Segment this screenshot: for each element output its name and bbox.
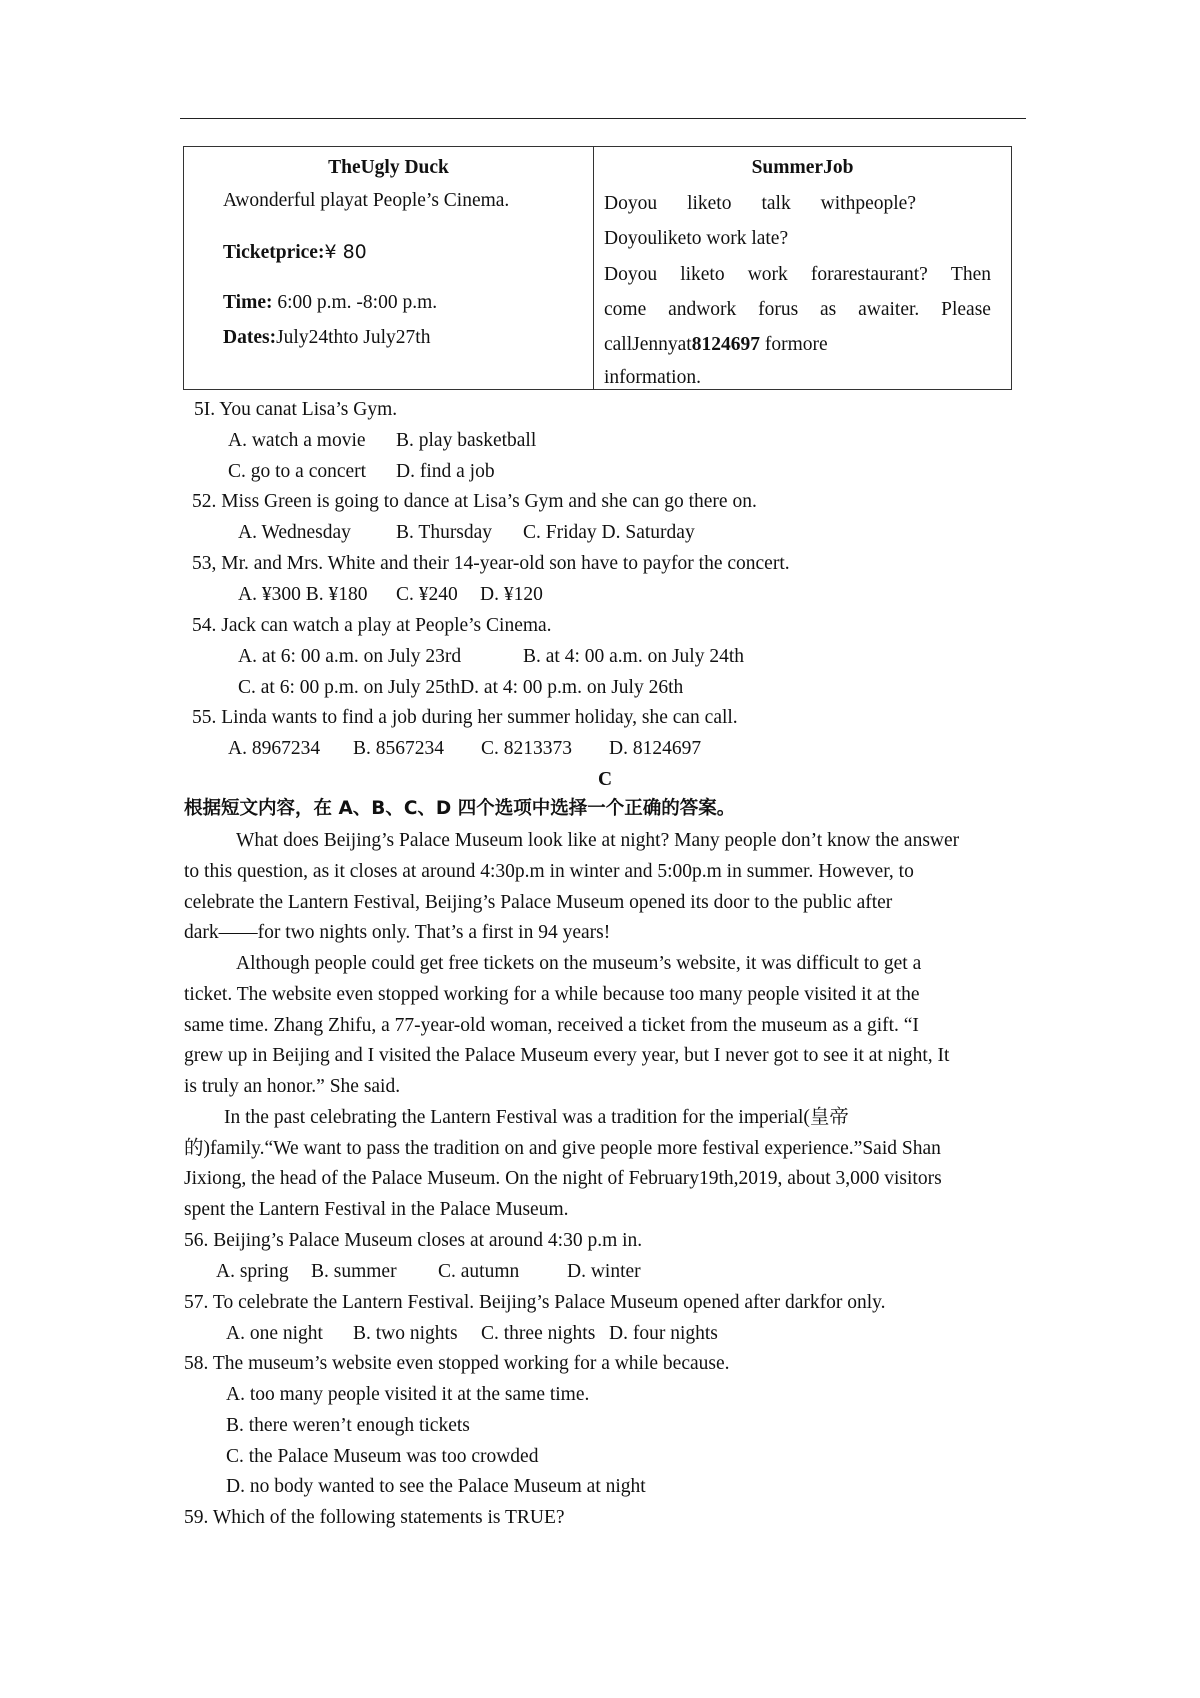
question-56: 56. Beijing’s Palace Museum closes at around 4:30 p.m in. xyxy=(184,1230,643,1251)
option: C. autumn xyxy=(438,1261,520,1282)
option: C. Friday D. Saturday xyxy=(523,522,695,543)
passage-line: to this question, as it closes at around 4:30p.m in winter and 5:00p.m in summer. However, to xyxy=(184,861,914,882)
word: liketo xyxy=(687,193,732,214)
question-57: 57. To celebrate the Lantern Festival. Beijing’s Palace Museum opened after darkfor only. xyxy=(184,1292,886,1313)
question-54: 54. Jack can watch a play at People’s Cinema. xyxy=(192,615,552,636)
ad-title: SummerJob xyxy=(751,157,854,178)
option: D. four nights xyxy=(609,1323,718,1344)
passage-line: Jixiong, the head of the Palace Museum. On the night of February19th,2019, about 3,000 visitors xyxy=(184,1168,942,1189)
dates-label: Dates: xyxy=(223,327,277,348)
time-label: Time: xyxy=(223,292,273,313)
word: forarestaurant? xyxy=(810,264,928,285)
word: come xyxy=(604,299,647,320)
question-51: 5I. You canat Lisa’s Gym. xyxy=(194,399,398,420)
word: forus xyxy=(758,299,799,320)
option: C. the Palace Museum was too crowded xyxy=(226,1446,539,1467)
word: liketo xyxy=(680,264,725,285)
question-58: 58. The museum’s website even stopped working for a while because. xyxy=(184,1353,730,1374)
section-instruction: 根据短文内容，在 A、B、C、D 四个选项中选择一个正确的答案。 xyxy=(184,798,736,819)
option: C. ¥240 xyxy=(396,584,458,605)
option: B. at 4: 00 a.m. on July 24th xyxy=(523,646,744,667)
word: Doyou xyxy=(604,193,658,214)
word: Please xyxy=(941,299,991,320)
ad-description: Awonderful playat People’s Cinema. xyxy=(223,190,510,211)
job-line-6: information. xyxy=(604,367,701,388)
option: A. ¥300 B. ¥180 xyxy=(238,584,368,605)
passage-line: dark——for two nights only. That’s a first in 94 years! xyxy=(184,922,611,943)
option: A. Wednesday xyxy=(238,522,351,543)
question-59: 59. Which of the following statements is TRUE? xyxy=(184,1507,565,1528)
question-55: 55. Linda wants to find a job during her summer holiday, she can call. xyxy=(192,707,738,728)
option: B. there weren’t enough tickets xyxy=(226,1415,470,1436)
word: work xyxy=(747,264,788,285)
word: as xyxy=(820,299,837,320)
ticket-price xyxy=(223,241,367,264)
section-letter: C xyxy=(598,769,613,790)
option: A. 8967234 xyxy=(228,738,321,759)
show-time xyxy=(223,292,437,314)
dates-value: July24thto July27th xyxy=(276,327,431,348)
ad-summer-job xyxy=(594,147,1011,389)
option: D. winter xyxy=(567,1261,641,1282)
option: A. spring xyxy=(216,1261,289,1282)
option: C. 8213373 xyxy=(481,738,573,759)
option: D. 8124697 xyxy=(609,738,702,759)
option: A. at 6: 00 a.m. on July 23rd xyxy=(238,646,462,667)
option: C. at 6: 00 p.m. on July 25thD. at 4: 00 p.m. on July 26th xyxy=(238,677,684,698)
passage-line: In the past celebrating the Lantern Festival was a tradition for the imperial(皇帝 xyxy=(224,1107,849,1128)
word: Then xyxy=(950,264,991,285)
option: B. Thursday xyxy=(396,522,493,543)
word: Doyou xyxy=(604,264,658,285)
call-text: callJennyat xyxy=(604,334,692,355)
word: andwork xyxy=(668,299,737,320)
ticket-price-value: ¥ 80 xyxy=(324,241,367,263)
header-rule xyxy=(180,118,1026,119)
option: D. ¥120 xyxy=(480,584,543,605)
option: B. 8567234 xyxy=(353,738,445,759)
passage-line: is truly an honor.” She said. xyxy=(184,1076,401,1097)
ad-table xyxy=(183,146,1012,390)
show-dates xyxy=(223,327,430,349)
option: A. watch a movie xyxy=(228,430,366,451)
passage-line: What does Beijing’s Palace Museum look like at night? Many people don’t know the answer xyxy=(236,830,960,851)
option: B. summer xyxy=(311,1261,397,1282)
ticket-price-label: Ticketprice: xyxy=(223,242,325,263)
phone-number: 8124697 xyxy=(691,334,760,355)
question-52: 52. Miss Green is going to dance at Lisa’s Gym and she can go there on. xyxy=(192,491,757,512)
option: B. two nights xyxy=(353,1323,458,1344)
option: A. too many people visited it at the same time. xyxy=(226,1384,590,1405)
option: A. one night xyxy=(226,1323,323,1344)
passage-line: same time. Zhang Zhifu, a 77-year-old woman, received a ticket from the museum as a gift. “I xyxy=(184,1015,919,1036)
word: awaiter. xyxy=(858,299,920,320)
option: C. three nights xyxy=(481,1323,596,1344)
option: D. find a job xyxy=(396,461,495,482)
option: B. play basketball xyxy=(396,430,537,451)
question-53: 53, Mr. and Mrs. White and their 14-year-old son have to payfor the concert. xyxy=(192,553,790,574)
option: C. go to a concert xyxy=(228,461,367,482)
passage-line: 的)family.“We want to pass the tradition on and give people more festival experience.”Said Shan xyxy=(184,1138,941,1159)
time-value: 6:00 p.m. -8:00 p.m. xyxy=(272,292,438,313)
ad-ugly-duck xyxy=(184,147,594,389)
word: withpeople? xyxy=(820,193,916,214)
job-line-4 xyxy=(604,299,991,321)
passage-line: grew up in Beijing and I visited the Palace Museum every year, but I never got to see it at night, It xyxy=(184,1045,950,1066)
job-line-5 xyxy=(604,334,828,356)
passage-line: Although people could get free tickets on the museum’s website, it was difficult to get a xyxy=(236,953,922,974)
passage-line: spent the Lantern Festival in the Palace Museum. xyxy=(184,1199,569,1220)
ad-title: TheUgly Duck xyxy=(328,157,449,178)
job-line-3 xyxy=(604,264,991,286)
word: talk xyxy=(761,193,791,214)
more-text: formore xyxy=(759,334,828,355)
passage-line: celebrate the Lantern Festival, Beijing’s Palace Museum opened its door to the public after xyxy=(184,892,893,913)
option: D. no body wanted to see the Palace Museum at night xyxy=(226,1476,646,1497)
job-line-2: Doyouliketo work late? xyxy=(604,228,789,249)
passage-line: ticket. The website even stopped working for a while because too many people visited it at the xyxy=(184,984,920,1005)
job-line-1 xyxy=(604,193,916,215)
